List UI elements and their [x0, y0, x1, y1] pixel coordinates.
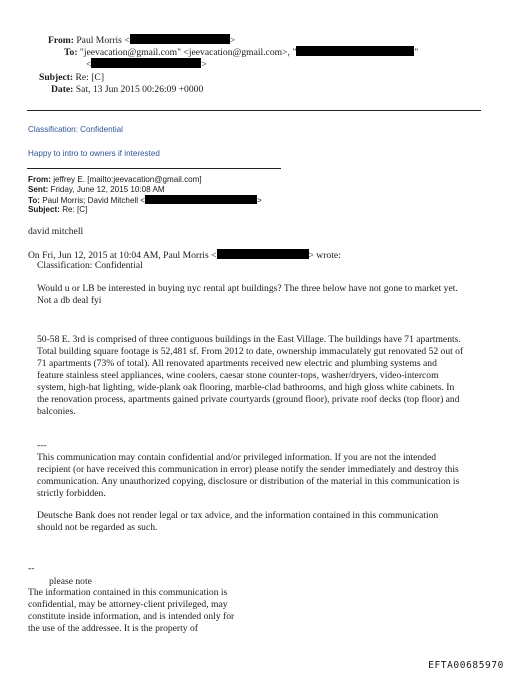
redaction-bar — [296, 46, 414, 56]
quote-header-suffix: > wrote: — [308, 250, 341, 261]
disclaimer-line: This communication may contain confidential and/or privileged information. If you are not the intended — [37, 452, 437, 463]
advice-line: Deutsche Bank does not render legal or tax advice, and the information contained in this communication — [37, 510, 439, 521]
quoted-classification: Classification: Confidential — [37, 260, 143, 271]
redaction-bar — [130, 34, 230, 44]
description-line: 71 apartments (73% of total). All renovated apartments received new electric and plumbing systems and — [37, 358, 437, 369]
footer-line: the use of the addressee. It is the property of — [28, 623, 198, 634]
separator: --- — [37, 440, 47, 451]
footer-line: confidential, may be attorney-client privileged, may — [28, 599, 228, 610]
description-line: feature stainless steel appliances, wine coolers, caesar stone counter-tops, washer/dryers, video-intercom — [37, 370, 439, 381]
header-date-label: Date: — [51, 84, 74, 95]
header-to-label: To: — [64, 47, 78, 58]
description-line: balconies. — [37, 406, 76, 417]
forward-divider — [27, 168, 281, 169]
forward-subject-label: Subject: — [28, 205, 60, 214]
redaction-bar — [91, 58, 201, 68]
signature-separator: -- — [28, 563, 35, 574]
forward-from-line — [28, 175, 202, 185]
reply-text: david mitchell — [28, 226, 84, 237]
header-from-value: Paul Morris < — [76, 35, 130, 46]
forward-subject-line — [28, 205, 87, 215]
advice-line: should not be regarded as such. — [37, 522, 158, 533]
forward-to-value: Paul Morris; David Mitchell < — [42, 196, 146, 205]
question-line: Not a db deal fyi — [37, 295, 102, 306]
disclaimer-line: recipient (or have received this communication in error) please notify the sender immediately and destroy this — [37, 464, 459, 475]
footer-paragraph — [28, 587, 234, 635]
forward-to-tail: > — [257, 196, 262, 205]
description-line: Total building square footage is 52,481 sf. From 2012 to date, ownership immaculately gut renovated 52 out of — [37, 346, 464, 357]
disclaimer-line: strictly forbidden. — [37, 488, 106, 499]
forward-sent-value: Friday, June 12, 2015 10:08 AM — [50, 185, 165, 194]
disclaimer-line: communication. Any unauthorized copying, disclosure or distribution of the material in this communication is — [37, 476, 460, 487]
please-note: please note — [49, 576, 92, 587]
forward-subject-value: Re: [C] — [62, 205, 88, 214]
question-paragraph — [37, 283, 458, 307]
header-to-tail: " — [414, 47, 419, 58]
description-paragraph — [37, 334, 463, 418]
header-divider — [27, 110, 481, 111]
header-to-line-2 — [86, 58, 207, 71]
header-date-value: Sat, 13 Jun 2015 00:26:09 +0000 — [75, 84, 204, 95]
header-subject-value: Re: [C] — [75, 72, 105, 83]
question-line: Would u or LB be interested in buying nyc rental apt buildings? The three below have not gone to market yet. — [37, 283, 458, 294]
forward-from-value: jeffrey E. [mailto:jeevacation@gmail.com] — [53, 175, 202, 184]
header-to-close: > — [201, 59, 207, 70]
header-to-value: "jeevacation@gmail.com" <jeevacation@gmail.com>, " — [79, 47, 297, 58]
disclaimer-paragraph — [37, 452, 459, 500]
description-line: the renovation process, apartments gained private courtyards (ground floor), private roof decks (top floor) and — [37, 394, 460, 405]
footer-line: constitute inside information, and is intended only for — [28, 611, 235, 622]
forward-from-label: From: — [28, 175, 51, 184]
redaction-bar — [217, 249, 309, 259]
header-subject-label: Subject: — [39, 72, 74, 83]
header-date-line — [51, 84, 203, 96]
footer-line: The information contained in this communication is — [28, 587, 228, 598]
forward-sent-line — [28, 185, 165, 195]
forward-sent-label: Sent: — [28, 185, 49, 194]
bates-number: EFTA00685970 — [428, 660, 504, 671]
intro-note: Happy to intro to owners if interested — [28, 149, 160, 158]
header-subject-line — [39, 72, 104, 84]
redaction-bar — [145, 195, 257, 204]
header-from-label: From: — [48, 35, 74, 46]
header-from-tail: > — [229, 35, 236, 46]
top-classification: Classification: Confidential — [28, 125, 123, 134]
header-to-open: < — [86, 59, 92, 70]
advice-paragraph — [37, 510, 438, 534]
description-line: 50-58 E. 3rd is comprised of three contiguous buildings in the East Village. The buildings have 71 apartments. — [37, 334, 461, 345]
description-line: system, high-hat lighting, wide-plank oak flooring, marble-clad bathrooms, and high gloss white cabinets. In — [37, 382, 455, 393]
forward-to-label: To: — [28, 196, 40, 205]
quote-header-prefix: On Fri, Jun 12, 2015 at 10:04 AM, Paul Morris < — [28, 250, 217, 261]
